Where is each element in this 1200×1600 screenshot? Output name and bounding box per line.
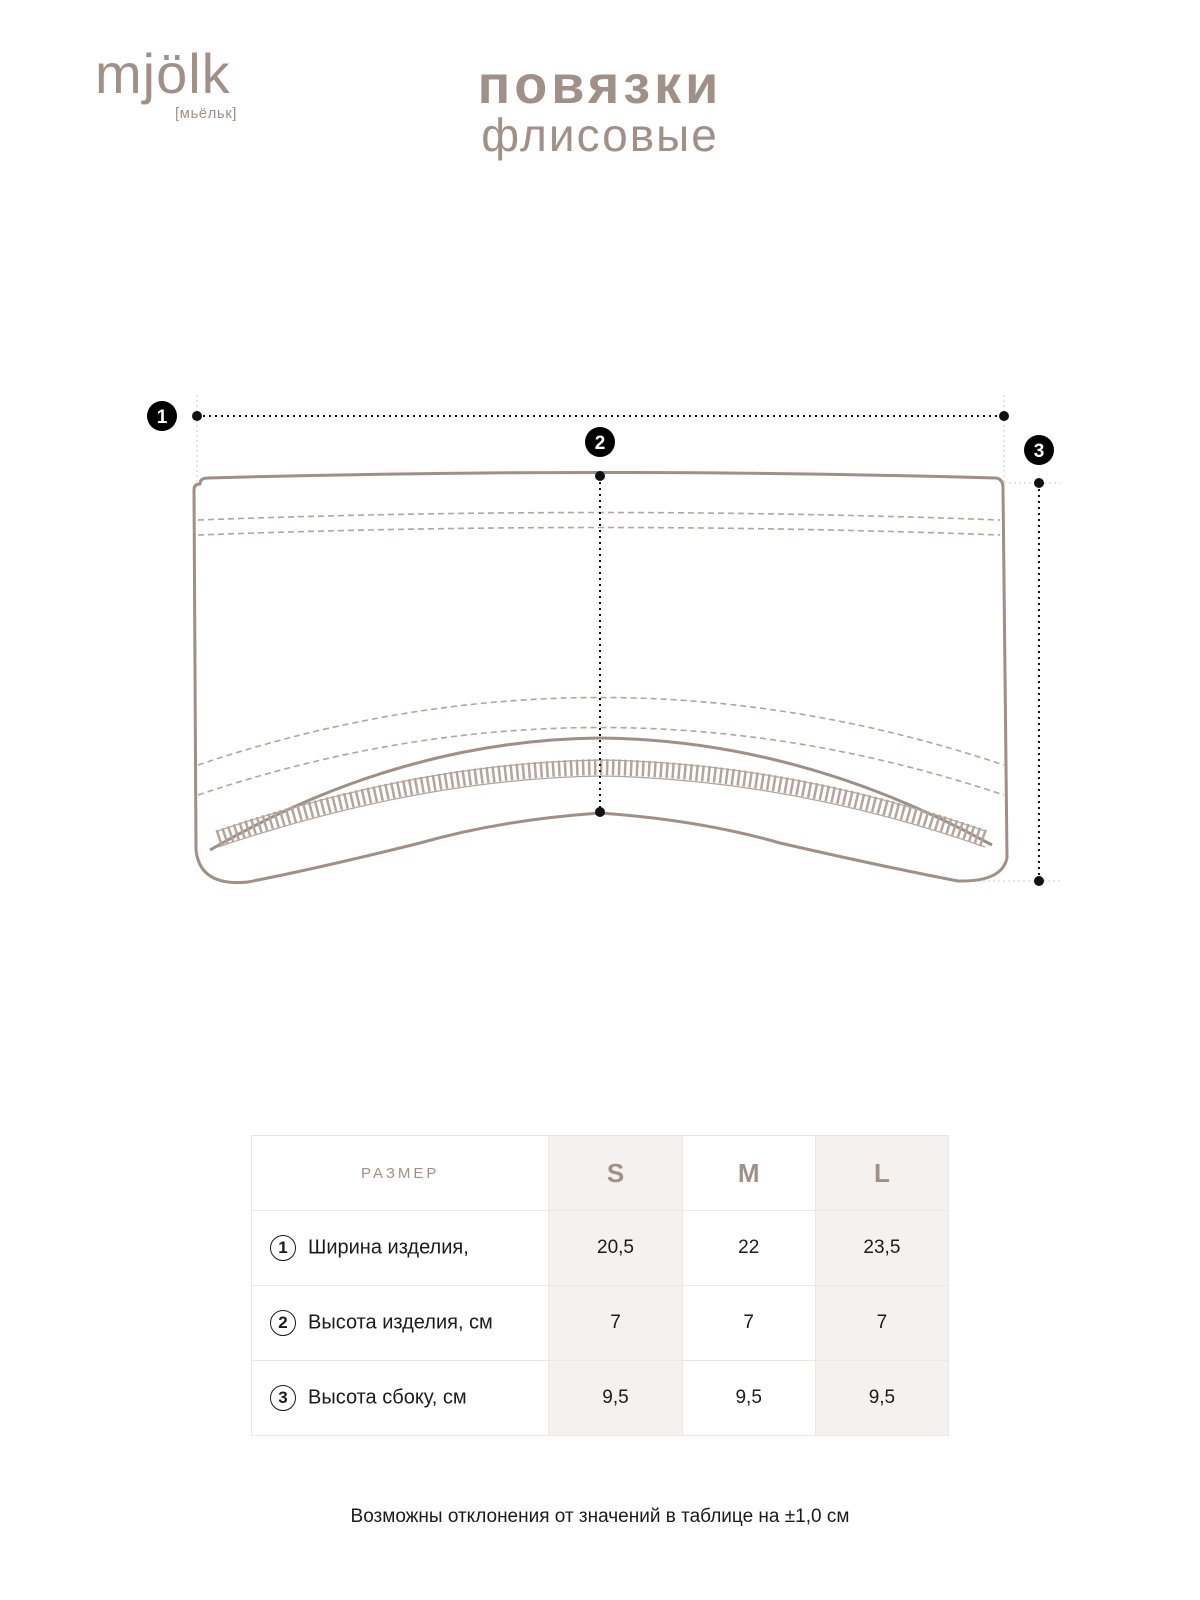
cell-value: 23,5	[815, 1211, 948, 1286]
table-row	[252, 1211, 949, 1286]
header-size-m: M	[682, 1136, 815, 1211]
headband-outline	[194, 473, 1007, 883]
measure-width-end-right	[999, 411, 1009, 421]
logo-subtext: [мьёльк]	[175, 105, 237, 122]
cell-value: 7	[682, 1286, 815, 1361]
title-sub: флисовые	[481, 109, 719, 161]
row-label-text: Высота сбоку, см	[308, 1386, 467, 1409]
cell-value: 9,5	[682, 1361, 815, 1436]
marker-3	[1024, 435, 1054, 465]
cell-value: 7	[549, 1286, 682, 1361]
table-header-row	[252, 1136, 949, 1211]
logo-text: mjölk	[95, 42, 231, 105]
measure-side-end-top	[1034, 478, 1044, 488]
marker-2-label: 2	[594, 433, 606, 454]
measure-height-end-bottom	[595, 807, 605, 817]
table-row	[252, 1361, 949, 1436]
measure-height-end-top	[595, 471, 605, 481]
overlock-seam	[218, 767, 985, 838]
cell-value: 9,5	[549, 1361, 682, 1436]
cell-value: 22	[682, 1211, 815, 1286]
lower-stitch-1	[198, 698, 1004, 766]
marker-3-label: 3	[1033, 441, 1045, 462]
cell-value: 9,5	[815, 1361, 948, 1436]
header-size-l: L	[815, 1136, 948, 1211]
row-number-badge: 3	[270, 1385, 296, 1411]
row-number-badge: 1	[270, 1235, 296, 1261]
cell-value: 7	[815, 1286, 948, 1361]
row-label-width	[252, 1211, 549, 1286]
title-main: повязки	[477, 55, 723, 115]
size-table	[251, 1135, 949, 1436]
tolerance-note: Возможны отклонения от значений в таблице на ±1,0 см	[350, 1506, 850, 1527]
marker-1-label: 1	[156, 407, 168, 428]
header-size-label: РАЗМЕР	[252, 1136, 549, 1211]
measure-side-end-bottom	[1034, 876, 1044, 886]
marker-1	[147, 401, 177, 431]
row-number-badge: 2	[270, 1310, 296, 1336]
row-label-side-height	[252, 1361, 549, 1436]
cell-value: 20,5	[549, 1211, 682, 1286]
row-label-text: Ширина изделия,	[308, 1236, 469, 1259]
row-label-text: Высота изделия, см	[308, 1311, 493, 1334]
table-row	[252, 1286, 949, 1361]
marker-2	[585, 427, 615, 457]
measure-width-end-left	[192, 411, 202, 421]
header-size-s: S	[549, 1136, 682, 1211]
row-label-height	[252, 1286, 549, 1361]
